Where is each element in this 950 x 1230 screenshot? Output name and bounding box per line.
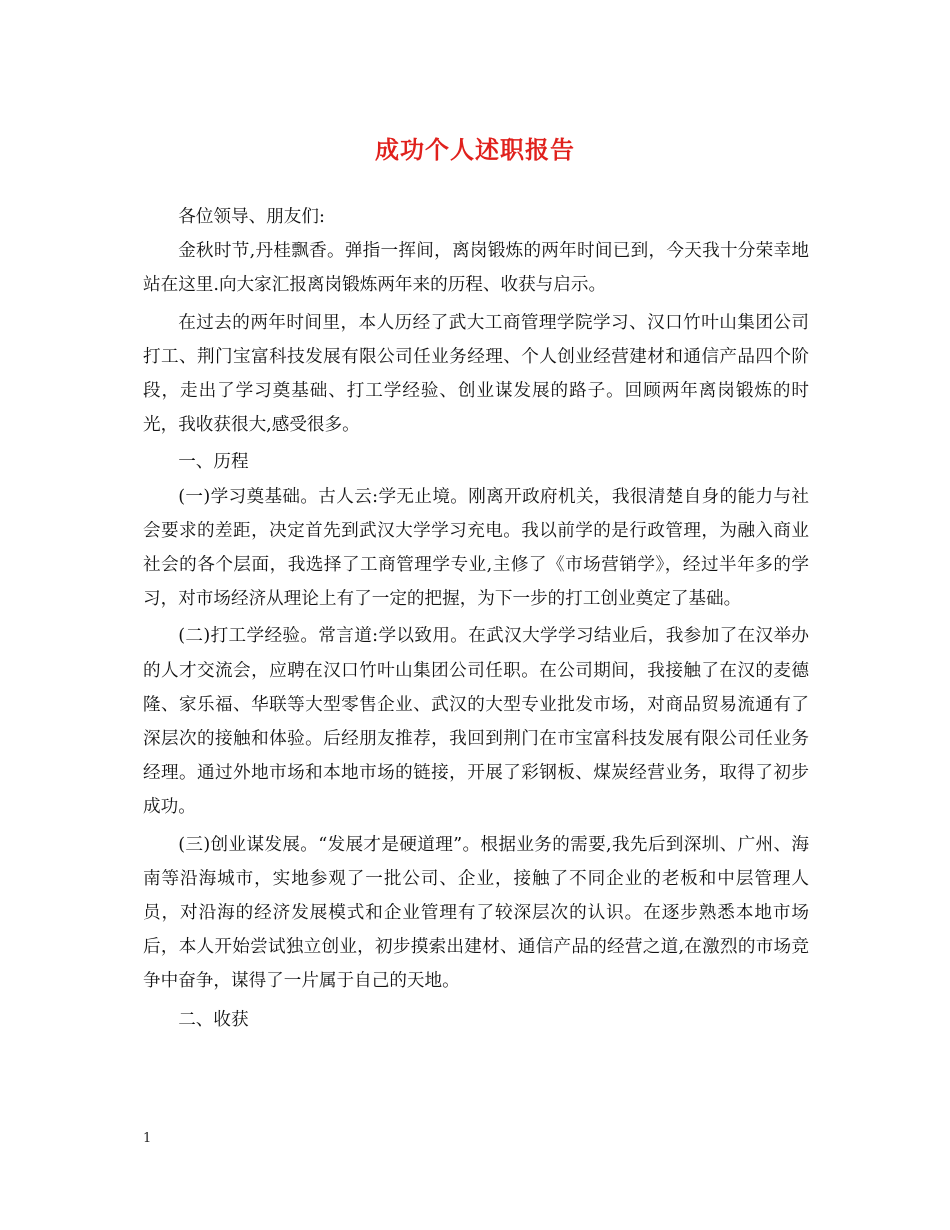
- section-heading-history: 一、历程: [178, 452, 249, 473]
- history-paragraph-2: (二)打工学经验。常言道:学以致用。在武汉大学学习结业后，我参加了在汉举办的人才交流会，应聘在汉口竹叶山集团公司任职。在公司期间，我接触了在汉的麦德隆、家乐福、华联等大型零售企业、武汉的大型专业批发市场，对商品贸易流通有了深层次的接触和体验。后经朋友推荐，我回到荆门在市宝富科技发展有限公司任业务经理。通过外地市场和本地市场的链接，开展了彩钢板、煤炭经营业务，取得了初步成功。: [143, 626, 809, 818]
- overview-paragraph: 在过去的两年时间里，本人历经了武大工商管理学院学习、汉口竹叶山集团公司打工、荆门宝富科技发展有限公司任业务经理、个人创业经营建材和通信产品四个阶段，走出了学习奠基础、打工学经验、创业谋发展的路子。回顾两年离岗锻炼的时光，我收获很大,感受很多。: [143, 312, 809, 436]
- salutation: 各位领导、朋友们:: [178, 207, 325, 227]
- history-paragraph-3: (三)创业谋发展。“发展才是硬道理”。根据业务的需要,我先后到深圳、广州、海南等沿海城市，实地参观了一批公司、企业，接触了不同企业的老板和中层管理人员，对沿海的经济发展模式和企业管理有了较深层次的认识。在逐步熟悉本地市场后，本人开始尝试独立创业，初步摸索出建材、通信产品的经营之道,在激烈的市场竞争中奋争，谋得了一片属于自己的天地。: [143, 834, 809, 992]
- intro-paragraph: 金秋时节,丹桂飘香。弹指一挥间，离岗锻炼的两年时间已到，今天我十分荣幸地站在这里.向大家汇报离岗锻炼两年来的历程、收获与启示。: [143, 241, 809, 296]
- section-heading-gains: 二、收获: [178, 1009, 249, 1030]
- page-number: 1: [143, 1131, 152, 1146]
- history-paragraph-1: (一)学习奠基础。古人云:学无止境。刚离开政府机关，我很清楚自身的能力与社会要求的差距，决定首先到武汉大学学习充电。我以前学的是行政管理，为融入商业社会的各个层面，我选择了工商管理学专业,主修了《市场营销学》，经过半年多的学习，对市场经济从理论上有了一定的把握，为下一步的打工创业奠定了基础。: [143, 486, 809, 610]
- document-body: [143, 200, 809, 1037]
- document-title: 成功个人述职报告: [375, 135, 575, 164]
